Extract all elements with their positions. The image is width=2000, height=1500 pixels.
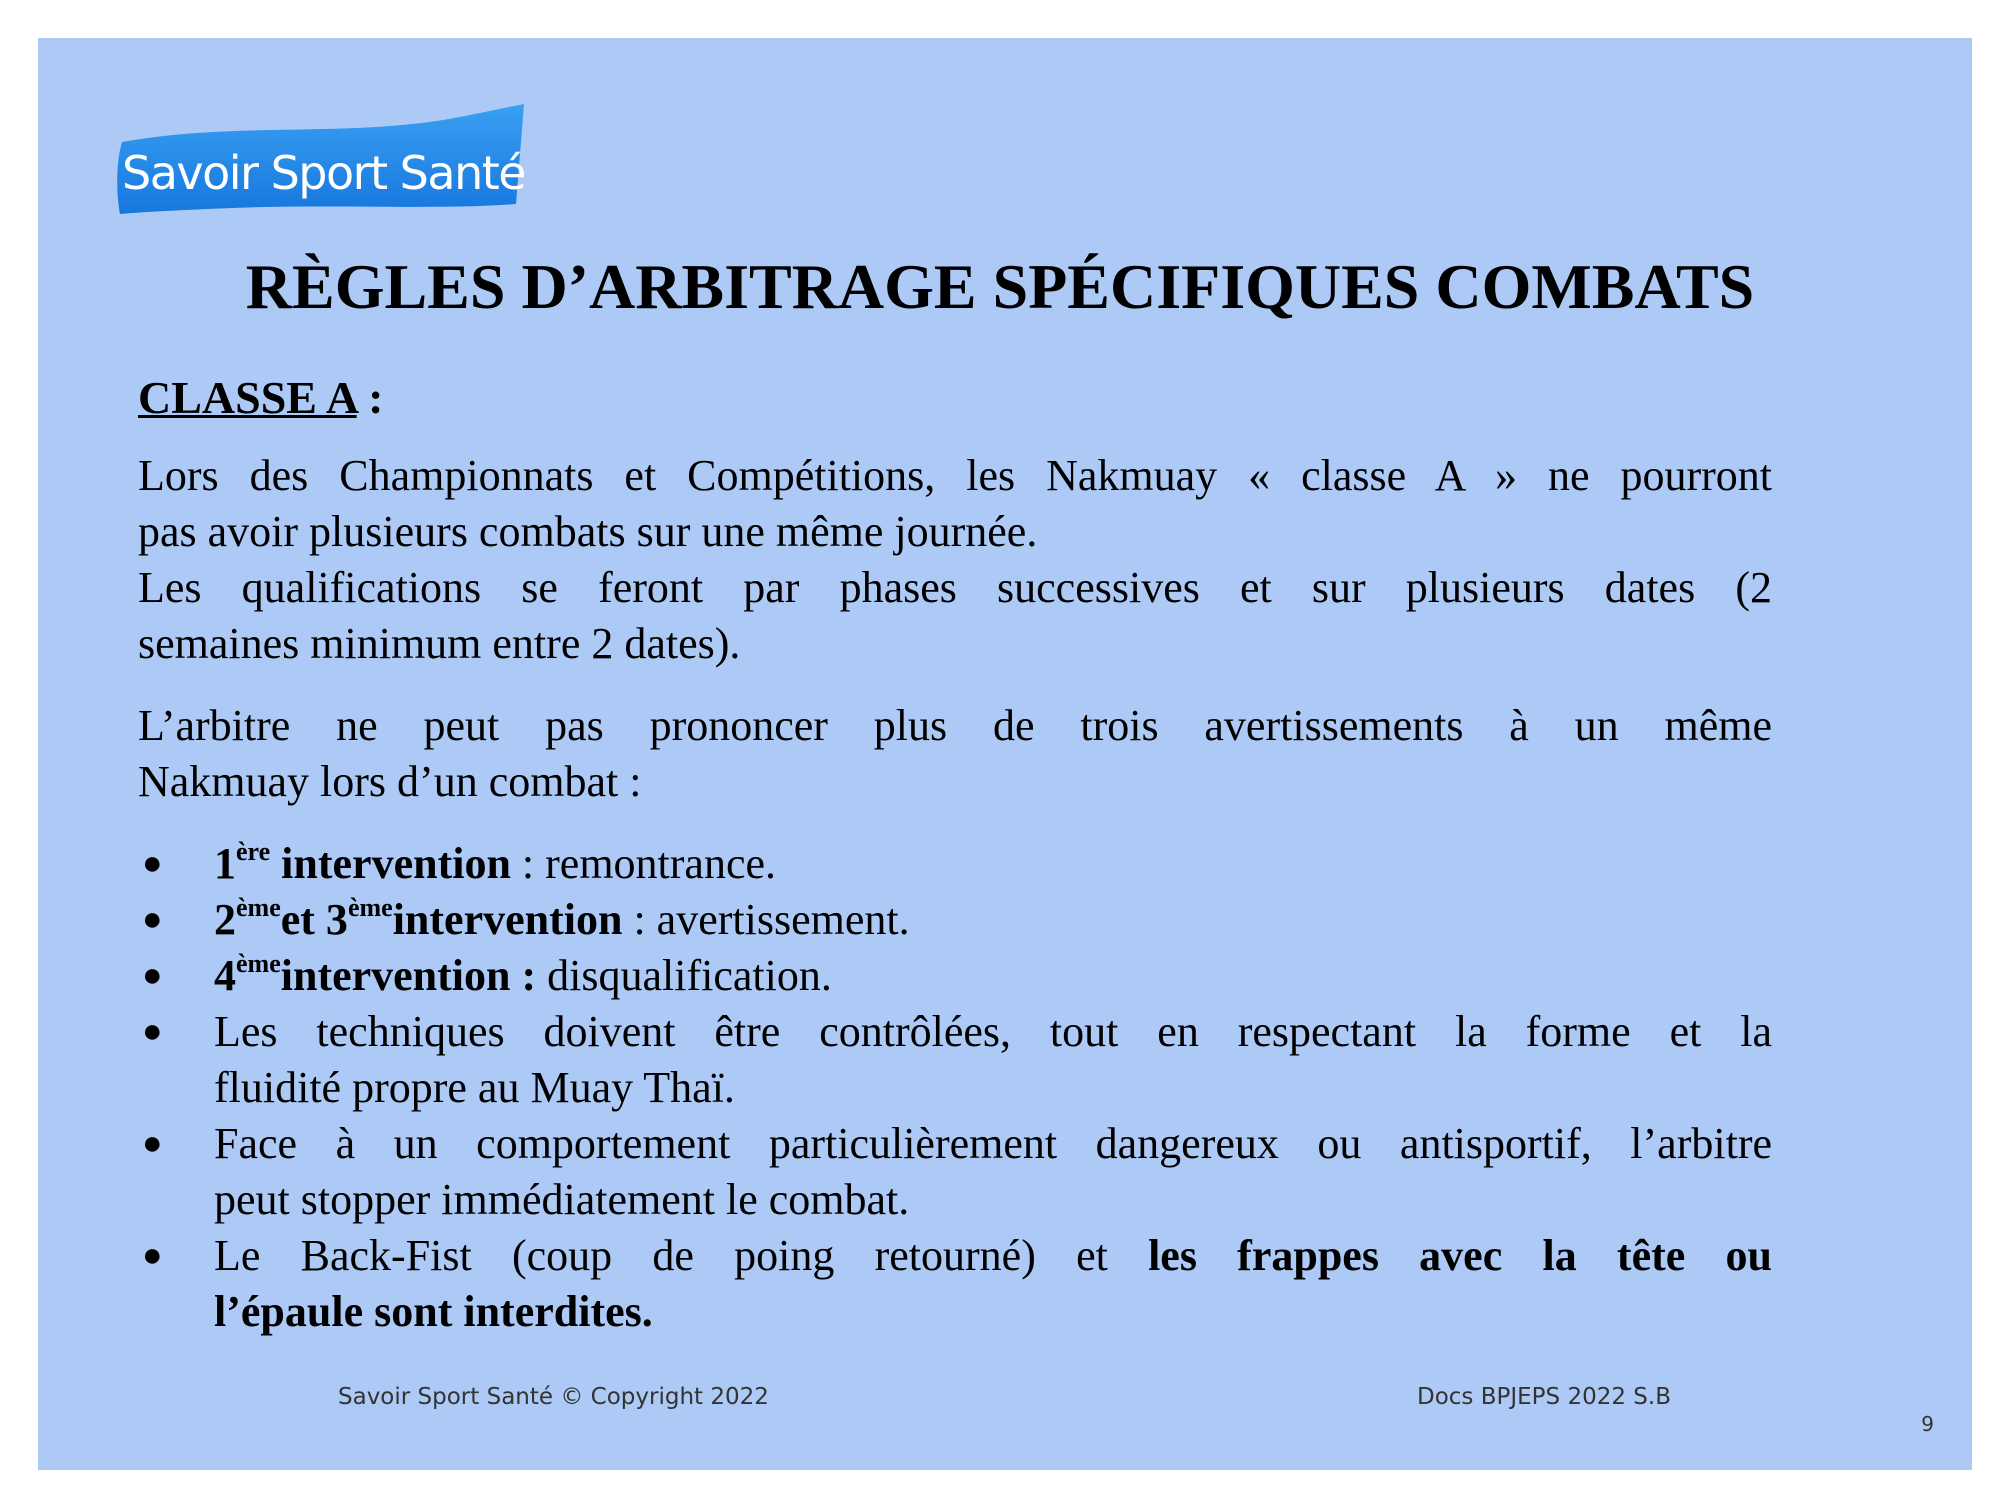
section-heading-colon: : <box>356 372 384 423</box>
paragraph-line: Nakmuay lors d’un combat : <box>138 757 642 806</box>
section-heading <box>138 370 1772 426</box>
list-item <box>138 1228 1772 1340</box>
ordinal-number: 2 <box>214 895 236 944</box>
ordinal-number: 1 <box>214 839 236 888</box>
list-item <box>138 892 1772 948</box>
paragraph-line: semaines minimum entre 2 dates). <box>138 619 741 668</box>
bold-term: intervention : <box>280 951 537 1000</box>
list-item <box>138 948 1772 1004</box>
footer-copyright: Savoir Sport Santé © Copyright 2022 <box>338 1384 769 1410</box>
logo <box>82 72 527 217</box>
item-text: Face à un comportement particulièrement dangereux ou antisportif, l’arbitre <box>214 1119 1772 1168</box>
footer-docs: Docs BPJEPS 2022 S.B <box>1417 1384 1671 1410</box>
bold-term: l’épaule sont interdites. <box>214 1287 653 1336</box>
bullet-icon: ● <box>142 901 163 938</box>
paragraph-line: Lors des Championnats et Compétitions, les Nakmuay « classe A » ne pourront <box>138 451 1772 500</box>
bold-term: intervention <box>270 839 511 888</box>
bullet-icon: ● <box>142 1013 163 1050</box>
item-text: : remontrance. <box>510 839 777 888</box>
ordinal-number: 4 <box>214 951 236 1000</box>
ordinal-suffix: ère <box>236 837 271 866</box>
item-text: : avertissement. <box>622 895 910 944</box>
item-text: fluidité propre au Muay Thaï. <box>214 1063 735 1112</box>
paragraph-championships <box>138 448 1772 672</box>
item-text: disqualification. <box>536 951 832 1000</box>
item-text: Les techniques doivent être contrôlées, tout en respectant la forme et la <box>214 1007 1772 1056</box>
main-content <box>138 370 1772 1340</box>
logo-text: Savoir Sport Santé <box>122 146 526 200</box>
list-item <box>138 1004 1772 1116</box>
list-item <box>138 836 1772 892</box>
paragraph-line: Les qualifications se feront par phases successives et sur plusieurs dates (2 <box>138 563 1772 612</box>
bold-term: et 3 <box>280 895 348 944</box>
paragraph-line: pas avoir plusieurs combats sur une même journée. <box>138 507 1038 556</box>
section-heading-label: CLASSE A <box>138 372 357 423</box>
page-number: 9 <box>1921 1412 1934 1436</box>
rules-list <box>138 836 1772 1340</box>
paragraph-line: L’arbitre ne peut pas prononcer plus de trois avertissements à un même <box>138 701 1772 750</box>
ordinal-suffix: ème <box>236 893 281 922</box>
bullet-icon: ● <box>142 1125 163 1162</box>
bold-term: intervention <box>392 895 623 944</box>
ordinal-suffix: ème <box>236 949 281 978</box>
ordinal-suffix: ème <box>347 893 393 922</box>
bullet-icon: ● <box>142 845 163 882</box>
bullet-icon: ● <box>142 1237 163 1274</box>
paragraph-warnings <box>138 698 1772 810</box>
item-text: Le Back-Fist (coup de poing retourné) et <box>214 1231 1149 1280</box>
list-item <box>138 1116 1772 1228</box>
bullet-icon: ● <box>142 957 163 994</box>
item-text: peut stopper immédiatement le combat. <box>214 1175 910 1224</box>
bold-term: les frappes avec la tête ou <box>1148 1231 1772 1280</box>
page-title: RÈGLES D’ARBITRAGE SPÉCIFIQUES COMBATS <box>245 251 1755 322</box>
